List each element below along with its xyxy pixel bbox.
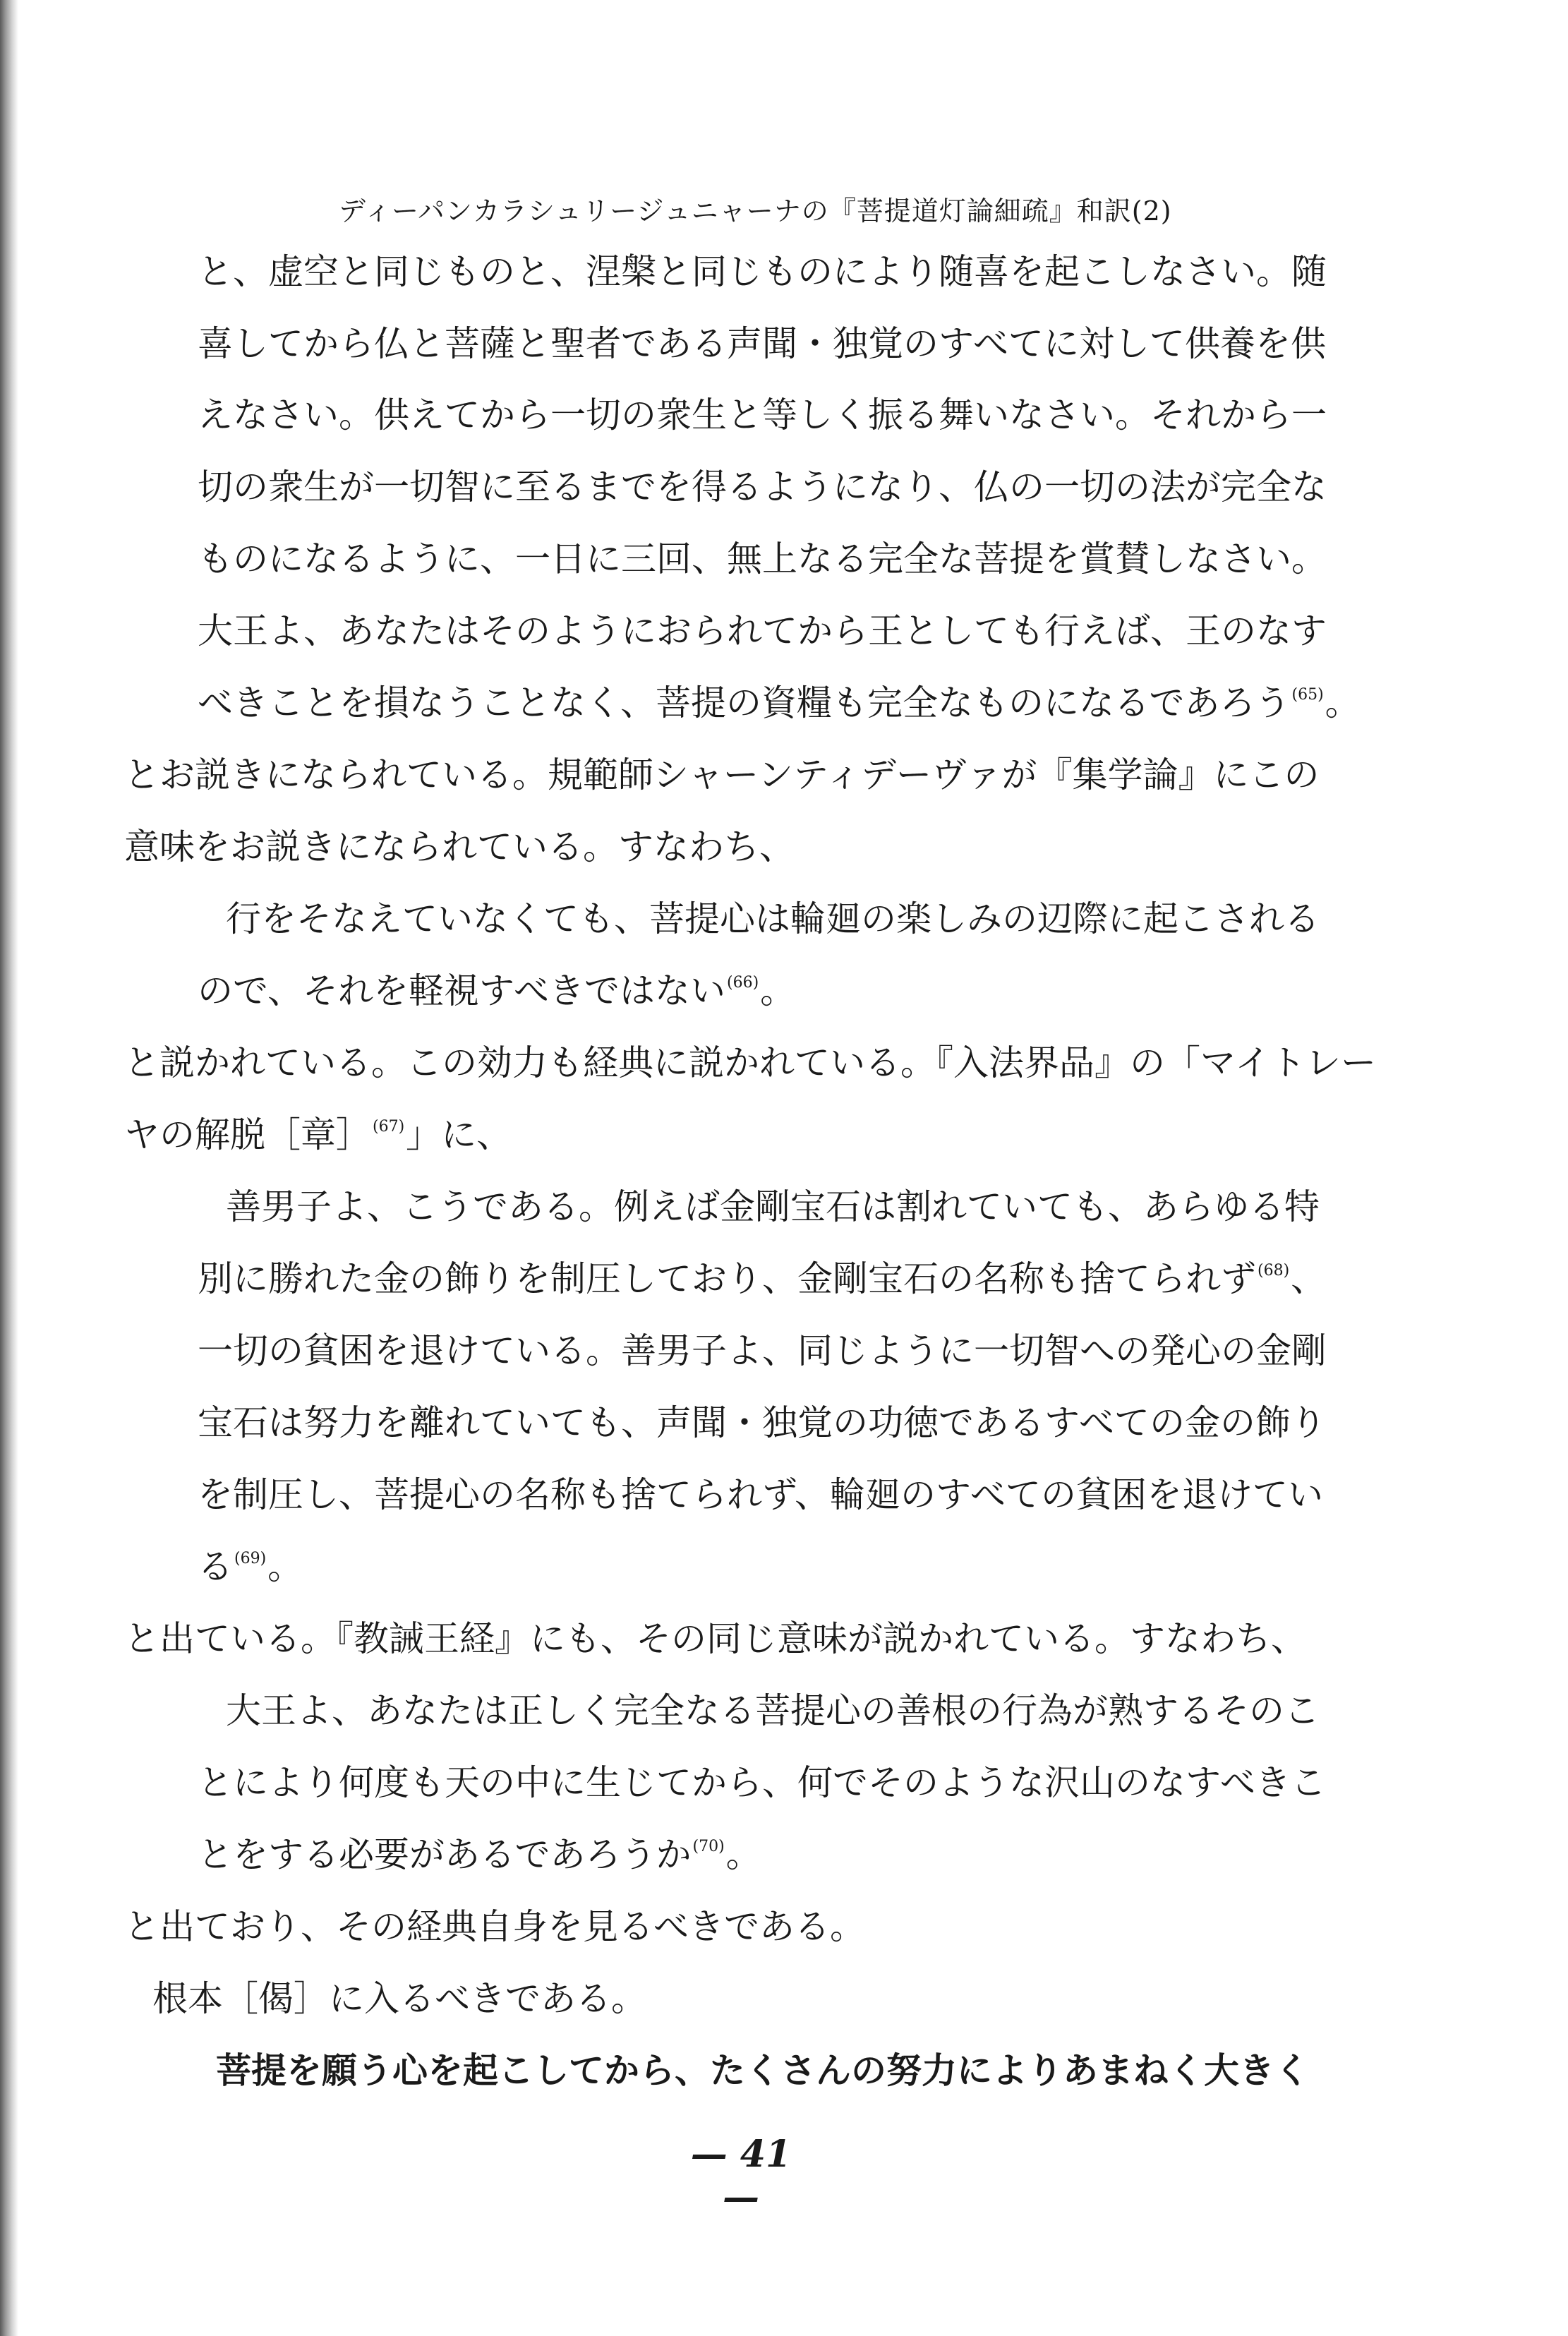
text-line: 根本［偈］に入るべきである。 <box>152 1978 646 2019</box>
text-line: ので、それを軽視すべきではない$^{(66)}$。 <box>198 970 796 1011</box>
text-line: べきことを損なうことなく、菩提の資糧も完全なものになるであろう$^{(65)}$。 <box>198 682 1361 723</box>
text-line: ヤの解脱［章］$^{(67)}$」に、 <box>124 1114 512 1155</box>
text-line: とにより何度も天の中に生じてから、何でそのような沢山のなすべきこ <box>198 1762 1326 1803</box>
page-number: — 41 — <box>690 2133 792 2219</box>
running-header: ディーパンカラシュリージュニャーナの『菩提道灯論細疏』和訳(2) <box>339 195 1172 227</box>
footnote-ref: (66) <box>727 974 759 992</box>
verse-line: 菩提を願う心を起こしてから、たくさんの努力によりあまねく大きく <box>216 2049 1310 2091</box>
text-line: 切の衆生が一切智に至るまでを得るようになり、仏の一切の法が完全な <box>198 466 1327 507</box>
footnote-ref: (67) <box>373 1118 405 1136</box>
text-line: 別に勝れた金の飾りを制圧しており、金剛宝石の名称も捨てられず$^{(68)}$、 <box>198 1258 1327 1299</box>
text-line: 宝石は努力を離れていても、声聞・独覚の功徳であるすべての金の飾り <box>198 1402 1326 1443</box>
text-line: えなさい。供えてから一切の衆生と等しく振る舞いなさい。それから一 <box>198 395 1327 435</box>
scan-edge-shadow <box>0 0 18 2336</box>
text-line: ものになるように、一日に三回、無上なる完全な菩提を賞賛しなさい。 <box>198 538 1327 579</box>
text-line: 大王よ、あなたは正しく完全なる菩提心の善根の行為が熟するそのこ <box>226 1690 1320 1731</box>
text-line: とをする必要があるであろうか$^{(70)}$。 <box>198 1834 761 1875</box>
footnote-ref: (70) <box>692 1838 725 1855</box>
text-line: と、虚空と同じものと、涅槃と同じものにより随喜を起こしなさい。随 <box>198 251 1327 292</box>
text-line: と出ている。『教誡王経』にも、その同じ意味が説かれている。すなわち、 <box>124 1618 1306 1659</box>
text-line: 意味をお説きになられている。すなわち、 <box>124 826 795 867</box>
text-line: と出ており、その経典自身を見るべきである。 <box>124 1906 865 1947</box>
text-line: る$^{(69)}$。 <box>198 1546 303 1587</box>
text-line: 善男子よ、こうである。例えば金剛宝石は割れていても、あらゆる特 <box>226 1186 1320 1227</box>
text-line: 喜してから仏と菩薩と聖者である声聞・独覚のすべてに対して供養を供 <box>198 323 1326 364</box>
footnote-ref: (68) <box>1258 1262 1290 1280</box>
footnote-ref: (69) <box>234 1550 267 1567</box>
text-line: 行をそなえていなくても、菩提心は輪廻の楽しみの辺際に起こされる <box>226 898 1320 939</box>
text-line: と説かれている。この効力も経典に説かれている。『入法界品』の「マイトレー <box>124 1042 1376 1083</box>
text-line: 一切の貧困を退けている。善男子よ、同じように一切智への発心の金剛 <box>198 1330 1327 1371</box>
footnote-ref: (65) <box>1291 686 1324 704</box>
text-line: とお説きになられている。規範師シャーンティデーヴァが『集学論』にこの <box>124 754 1320 795</box>
text-line: 大王よ、あなたはそのようにおられてから王としても行えば、王のなす <box>198 610 1327 651</box>
text-line: を制圧し、菩提心の名称も捨てられず、輪廻のすべての貧困を退けてい <box>198 1474 1323 1515</box>
